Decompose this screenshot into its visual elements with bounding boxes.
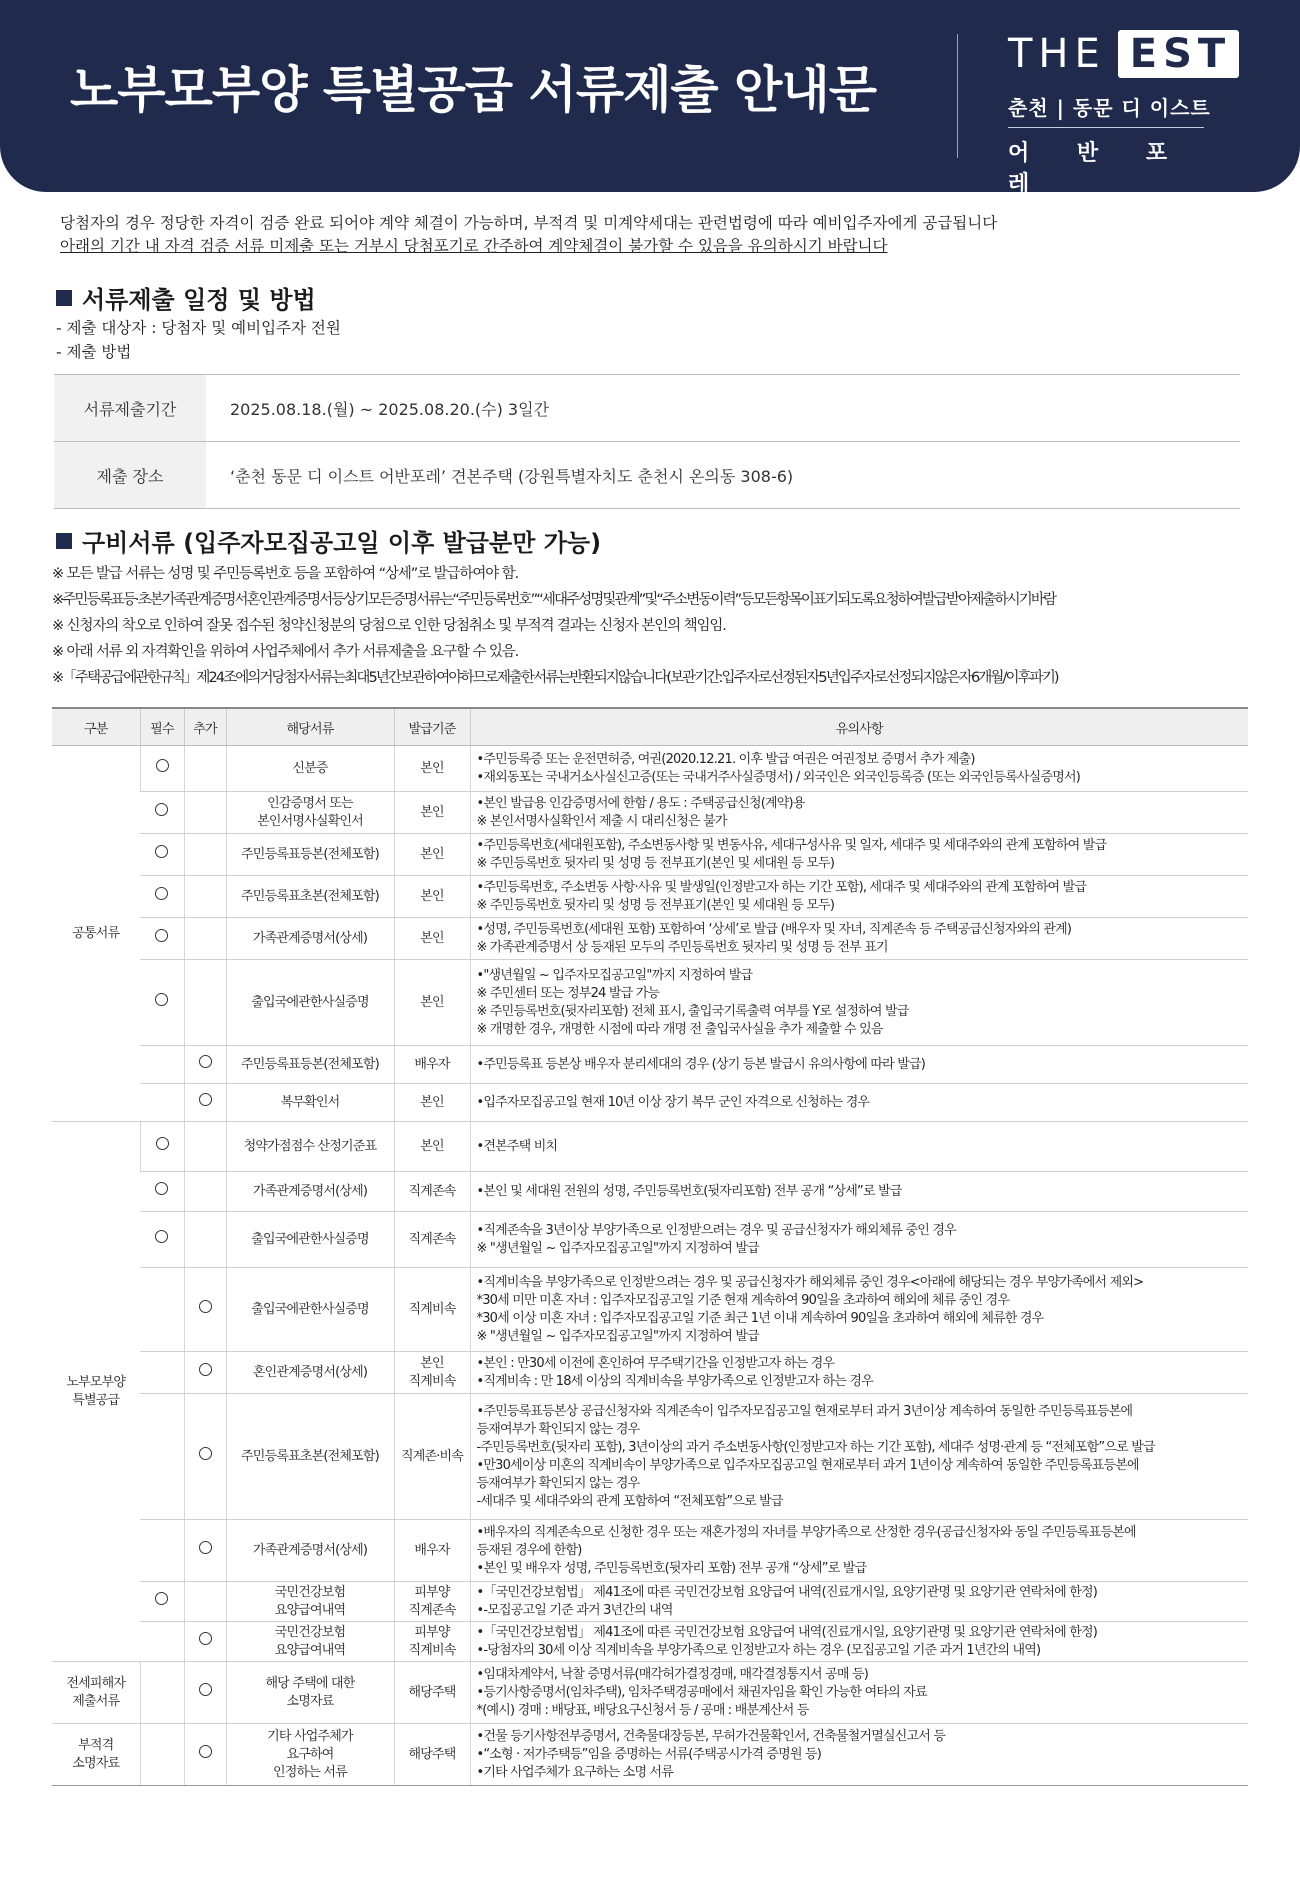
table-row (52, 746, 1248, 792)
issue-basis: 본인 (394, 1122, 470, 1172)
table-row (52, 918, 1248, 960)
required-mark (140, 1352, 184, 1394)
col-header-category: 구분 (52, 708, 140, 746)
issue-basis: 본인 (394, 746, 470, 792)
intro-line-1: 당첨자의 경우 정당한 자격이 검증 완료 되어야 계약 체결이 가능하며, 부적격 및 미계약세대는 관련법령에 따라 예비입주자에게 공급됩니다 (60, 214, 998, 232)
document-name: 주민등록표초본(전체포함) (226, 876, 394, 918)
document-note: •본인 및 세대원 전원의 성명, 주민등록번호(뒷자리포함) 전부 공개 “상세”로 발급 (470, 1172, 1248, 1212)
brand-logo (1008, 30, 1248, 198)
logo-location: 춘천 | 동문 디 이스트 (1008, 96, 1211, 120)
section-heading-text: 서류제출 일정 및 방법 (82, 286, 316, 314)
document-note: •본인 : 만30세 이전에 혼인하여 무주택기간을 인정받고자 하는 경우 •직계비속 : 만 18세 이상의 직계비속을 부양가족으로 인정받고자 하는 경우 (470, 1352, 1248, 1394)
circle-icon (156, 1137, 169, 1150)
col-header-notes: 유의사항 (470, 708, 1248, 746)
document-name: 인감증명서 또는 본인서명사실확인서 (226, 792, 394, 834)
document-name: 청약가점점수 산정기준표 (226, 1122, 394, 1172)
required-mark (140, 1724, 184, 1786)
table-row (52, 1582, 1248, 1622)
table-header-row (52, 708, 1248, 746)
additional-mark (184, 1622, 226, 1662)
document-name: 주민등록표등본(전체포함) (226, 834, 394, 876)
note-line: ※「주택공급에관한규칙」제24조에의거당첨자서류는최대5년간보관하여야하므로제출한서류는반환되지않습니다(보관기간:입주자로선정된자5년입주자로선정되지않은자6개월/이후파기) (52, 670, 1058, 686)
circle-icon (199, 1745, 212, 1758)
required-mark (140, 792, 184, 834)
document-name: 주민등록표등본(전체포함) (226, 1046, 394, 1084)
document-name: 출입국에관한사실증명 (226, 960, 394, 1046)
issue-basis: 배우자 (394, 1520, 470, 1582)
issue-basis: 본인 (394, 1084, 470, 1122)
required-mark (140, 960, 184, 1046)
additional-mark (184, 1268, 226, 1352)
document-name: 혼인관계증명서(상세) (226, 1352, 394, 1394)
circle-icon (155, 887, 168, 900)
circle-icon (155, 845, 168, 858)
intro-line-2: 아래의 기간 내 자격 검증 서류 미제출 또는 거부시 당첨포기로 간주하여 계약체결이 불가할 수 있음을 유의하시기 바랍니다 (60, 237, 888, 255)
header-banner (0, 0, 1300, 197)
required-mark (140, 1394, 184, 1520)
document-name: 가족관계증명서(상세) (226, 1172, 394, 1212)
square-bullet-icon (56, 290, 72, 306)
document-name: 출입국에관한사실증명 (226, 1268, 394, 1352)
table-row (52, 1622, 1248, 1662)
circle-icon (199, 1300, 212, 1313)
document-note: •본인 발급용 인감증명서에 한함 / 용도 : 주택공급신청(계약)용 ※ 본인서명사실확인서 제출 시 대리신청은 불가 (470, 792, 1248, 834)
required-mark (140, 1122, 184, 1172)
document-note: •주민등록번호, 주소변동 사항·사유 및 발생일(인정받고자 하는 기간 포함), 세대주 및 세대주와의 관계 포함하여 발급 ※ 주민등록번호 뒷자리 및 성명 등 전부표기(본인 및 세대원 등 모두) (470, 876, 1248, 918)
table-row (52, 1394, 1248, 1520)
issue-basis: 피부양 직계비속 (394, 1622, 470, 1662)
document-note: •임대차계약서, 낙찰 증명서류(매각허가결정경매, 매각결정통지서 공매 등) •등기사항증명서(임차주택), 임차주택경공매에서 채권자임을 확인 가능한 여타의 자료 *(예시) 경매 : 배당표, 배당요구신청서 등 / 공매 : 배분계산서 등 (470, 1662, 1248, 1724)
required-mark (140, 1084, 184, 1122)
col-header-required: 필수 (140, 708, 184, 746)
additional-mark (184, 918, 226, 960)
circle-icon (199, 1632, 212, 1645)
required-mark (140, 1622, 184, 1662)
section-heading-text: 구비서류 (입주자모집공고일 이후 발급분만 가능) (82, 529, 602, 557)
circle-icon (155, 993, 168, 1006)
document-note: •입주자모집공고일 현재 10년 이상 장기 복무 군인 자격으로 신청하는 경우 (470, 1084, 1248, 1122)
circle-icon (155, 1182, 168, 1195)
required-mark (140, 1268, 184, 1352)
document-name: 신분증 (226, 746, 394, 792)
table-row (52, 1212, 1248, 1268)
document-note: •성명, 주민등록번호(세대원 포함) 포함하여 ‘상세’로 발급 (배우자 및 자녀, 직계존속 등 주택공급신청자와의 관계) ※ 가족관계증명서 상 등재된 모두의 주민등록번호 뒷자리 및 성명 등 전부 표기 (470, 918, 1248, 960)
period-value: 2025.08.18.(월) ~ 2025.08.20.(수) 3일간 (206, 375, 1240, 442)
required-mark (140, 918, 184, 960)
note-line: ※ 모든 발급 서류는 성명 및 주민등록번호 등을 포함하여 “상세”로 발급하여야 함. (52, 566, 519, 582)
document-note: •주민등록표등본상 공급신청자와 직계존속이 입주자모집공고일 현재로부터 과거 3년이상 계속하여 동일한 주민등록표등본에 등재여부가 확인되지 않는 경우 -주민등록번호(뒷자리 포함), 3년이상의 과거 주소변동사항(인정받고자 하는 기간 포함), 세대주 성명·관계 등 “전체포함”으로 발급 •만30세이상 미혼의 직계비속이 부양가족으로 입주자모집공고일 현재로부터 과거 1년이상 계속하여 동일한 주민등록표등본에 등재여부가 확인되지 않는 경우 -세대주 및 세대주와의 관계 포함하여 “전체포함”으로 발급 (470, 1394, 1248, 1520)
additional-mark (184, 876, 226, 918)
page-title: 노부모부양 특별공급 서류제출 안내문 (70, 61, 877, 119)
place-label: 제출 장소 (54, 442, 206, 509)
category-cell: 공통서류 (52, 746, 140, 1122)
circle-icon (199, 1447, 212, 1460)
document-note: •주민등록번호(세대원포함), 주소변동사항 및 변동사유, 세대구성사유 및 일자, 세대주 및 세대주와의 관계 포함하여 발급 ※ 주민등록번호 뒷자리 및 성명 등 전부표기(본인 및 세대원 등 모두) (470, 834, 1248, 876)
additional-mark (184, 1662, 226, 1724)
document-note: •주민등록표 등본상 배우자 분리세대의 경우 (상기 등본 발급시 유의사항에 따라 발급) (470, 1046, 1248, 1084)
additional-mark (184, 1046, 226, 1084)
document-note: •「국민건강보험법」 제41조에 따른 국민건강보험 요양급여 내역(진료개시일, 요양기관명 및 요양기관 연락처에 한정) •-당첨자의 30세 이상 직계비속을 부양가족으로 인정받고자 하는 경우 (모집공고일 기준 과거 1년간의 내역) (470, 1622, 1248, 1662)
note-line: ※ 아래 서류 외 자격확인을 위하여 사업주체에서 추가 서류제출을 요구할 수 있음. (52, 644, 519, 660)
additional-mark (184, 1352, 226, 1394)
table-row (52, 1084, 1248, 1122)
table-row (52, 876, 1248, 918)
table-row (52, 834, 1248, 876)
additional-mark (184, 1172, 226, 1212)
circle-icon (199, 1055, 212, 1068)
table-row (52, 960, 1248, 1046)
issue-basis: 직계존·비속 (394, 1394, 470, 1520)
issue-basis: 본인 (394, 792, 470, 834)
circle-icon (199, 1093, 212, 1106)
issue-basis: 본인 (394, 960, 470, 1046)
additional-mark (184, 1724, 226, 1786)
required-mark (140, 1046, 184, 1084)
issue-basis: 본인 직계비속 (394, 1352, 470, 1394)
table-row (52, 792, 1248, 834)
table-row (52, 1352, 1248, 1394)
category-cell: 전세피해자 제출서류 (52, 1662, 140, 1724)
additional-mark (184, 1582, 226, 1622)
circle-icon (155, 1592, 168, 1605)
col-header-additional: 추가 (184, 708, 226, 746)
document-note: •"생년월일 ~ 입주자모집공고일"까지 지정하여 발급 ※ 주민센터 또는 정부24 발급 가능 ※ 주민등록번호(뒷자리포함) 전체 표시, 출입국기록출력 여부를 Y로 설정하여 발급 ※ 개명한 경우, 개명한 시점에 따라 개명 전 출입국사실을 추가 제출할 수 있음 (470, 960, 1248, 1046)
col-header-document: 해당서류 (226, 708, 394, 746)
documents-table (52, 707, 1248, 1786)
required-mark (140, 876, 184, 918)
issue-basis: 본인 (394, 876, 470, 918)
additional-mark (184, 1212, 226, 1268)
circle-icon (155, 1230, 168, 1243)
section-heading-documents (56, 523, 601, 558)
document-name: 가족관계증명서(상세) (226, 918, 394, 960)
table-row (54, 375, 1240, 442)
circle-icon (155, 803, 168, 816)
category-cell: 부적격 소명자료 (52, 1724, 140, 1786)
document-note: •「국민건강보험법」 제41조에 따른 국민건강보험 요양급여 내역(진료개시일, 요양기관명 및 요양기관 연락처에 한정) •-모집공고일 기준 과거 3년간의 내역 (470, 1582, 1248, 1622)
submission-target: - 제출 대상자 : 당첨자 및 예비입주자 전원 (56, 319, 341, 337)
required-mark (140, 746, 184, 792)
required-mark (140, 1172, 184, 1212)
document-name: 출입국에관한사실증명 (226, 1212, 394, 1268)
square-bullet-icon (56, 533, 72, 549)
submission-info (56, 316, 341, 364)
schedule-table (54, 374, 1240, 509)
table-row (52, 1172, 1248, 1212)
table-row (52, 1724, 1248, 1786)
issue-basis: 본인 (394, 834, 470, 876)
issue-basis: 직계존속 (394, 1172, 470, 1212)
table-row (52, 1046, 1248, 1084)
document-name: 국민건강보험 요양급여내역 (226, 1622, 394, 1662)
additional-mark (184, 792, 226, 834)
table-row (52, 1662, 1248, 1724)
additional-mark (184, 960, 226, 1046)
logo-the-text: THE (1008, 31, 1106, 77)
circle-icon (155, 929, 168, 942)
issue-basis: 직계존속 (394, 1212, 470, 1268)
document-note: •직계비속을 부양가족으로 인정받으려는 경우 및 공급신청자가 해외체류 중인 경우<아래에 해당되는 경우 부양가족에서 제외> *30세 미만 미혼 자녀 : 입주자모집공고일 기준 현재 계속하여 90일을 초과하여 해외에 체류 중인 경우 *30세 이상 미혼 자녀 : 입주자모집공고일 기준 최근 1년 이내 계속하여 90일을 초과하여 해외에 체류한 경우 ※ "생년월일 ~ 입주자모집공고일"까지 지정하여 발급 (470, 1268, 1248, 1352)
logo-est-text: EST (1118, 30, 1239, 78)
issue-basis: 직계비속 (394, 1268, 470, 1352)
table-row (54, 442, 1240, 509)
document-name: 국민건강보험 요양급여내역 (226, 1582, 394, 1622)
table-row (52, 1520, 1248, 1582)
note-line: ※주민등록표등·초본가족관계증명서혼인관계증명서등상기모든증명서류는“주민등록번호”“세대주성명및관계”및“주소변동이력”등모든항목이표기되도록요청하여발급받아제출하시기바람 (52, 592, 1056, 608)
table-row (52, 1122, 1248, 1172)
document-note: •건물 등기사항전부증명서, 건축물대장등본, 무허가건물확인서, 건축물철거멸실신고서 등 •“소형 · 저가주택등”임을 증명하는 서류(주택공시가격 증명원 등) •기타 사업주체가 요구하는 소명 서류 (470, 1724, 1248, 1786)
circle-icon (199, 1363, 212, 1376)
additional-mark (184, 1122, 226, 1172)
section-heading-schedule (56, 280, 316, 315)
document-name: 기타 사업주체가 요구하여 인정하는 서류 (226, 1724, 394, 1786)
document-name: 가족관계증명서(상세) (226, 1520, 394, 1582)
col-header-basis: 발급기준 (394, 708, 470, 746)
intro-text (60, 212, 997, 258)
document-note: •직계존속을 3년이상 부양가족으로 인정받으려는 경우 및 공급신청자가 해외체류 중인 경우 ※ "생년월일 ~ 입주자모집공고일"까지 지정하여 발급 (470, 1212, 1248, 1268)
circle-icon (199, 1683, 212, 1696)
logo-brand: 어 반 포 레 (1008, 127, 1204, 198)
place-value: ‘춘천 동문 디 이스트 어반포레’ 견본주택 (강원특별자치도 춘천시 온의동 308-6) (206, 442, 1240, 509)
issue-basis: 해당주택 (394, 1662, 470, 1724)
issue-basis: 배우자 (394, 1046, 470, 1084)
circle-icon (199, 1541, 212, 1554)
document-note: •배우자의 직계존속으로 신청한 경우 또는 재혼가정의 자녀를 부양가족으로 산정한 경우(공급신청자와 동일 주민등록표등본에 등재된 경우에 한함) •본인 및 배우자 성명, 주민등록번호(뒷자리 포함) 전부 공개 “상세”로 발급 (470, 1520, 1248, 1582)
issue-basis: 본인 (394, 918, 470, 960)
additional-mark (184, 834, 226, 876)
required-mark (140, 1662, 184, 1724)
document-name: 주민등록표초본(전체포함) (226, 1394, 394, 1520)
additional-mark (184, 746, 226, 792)
table-row (52, 1268, 1248, 1352)
document-note: •견본주택 비치 (470, 1122, 1248, 1172)
circle-icon (156, 759, 169, 772)
document-name: 복무확인서 (226, 1084, 394, 1122)
issue-basis: 피부양 직계존속 (394, 1582, 470, 1622)
issue-basis: 해당주택 (394, 1724, 470, 1786)
document-notes (52, 561, 1250, 691)
additional-mark (184, 1520, 226, 1582)
note-line: ※ 신청자의 착오로 인하여 잘못 접수된 청약신청분의 당첨으로 인한 당첨취소 및 부적격 결과는 신청자 본인의 책임임. (52, 618, 726, 634)
document-note: •주민등록증 또는 운전면허증, 여권(2020.12.21. 이후 발급 여권은 여권정보 증명서 추가 제출) •재외동포는 국내거소사실신고증(또는 국내거주사실증명서) / 외국인은 외국인등록증 (또는 외국인등록사실증명서) (470, 746, 1248, 792)
required-mark (140, 1520, 184, 1582)
period-label: 서류제출기간 (54, 375, 206, 442)
submission-method: - 제출 방법 (56, 343, 132, 361)
additional-mark (184, 1084, 226, 1122)
header-divider (957, 34, 958, 158)
additional-mark (184, 1394, 226, 1520)
required-mark (140, 1212, 184, 1268)
category-cell: 노부모부양 특별공급 (52, 1122, 140, 1662)
required-mark (140, 1582, 184, 1622)
required-mark (140, 834, 184, 876)
document-name: 해당 주택에 대한 소명자료 (226, 1662, 394, 1724)
